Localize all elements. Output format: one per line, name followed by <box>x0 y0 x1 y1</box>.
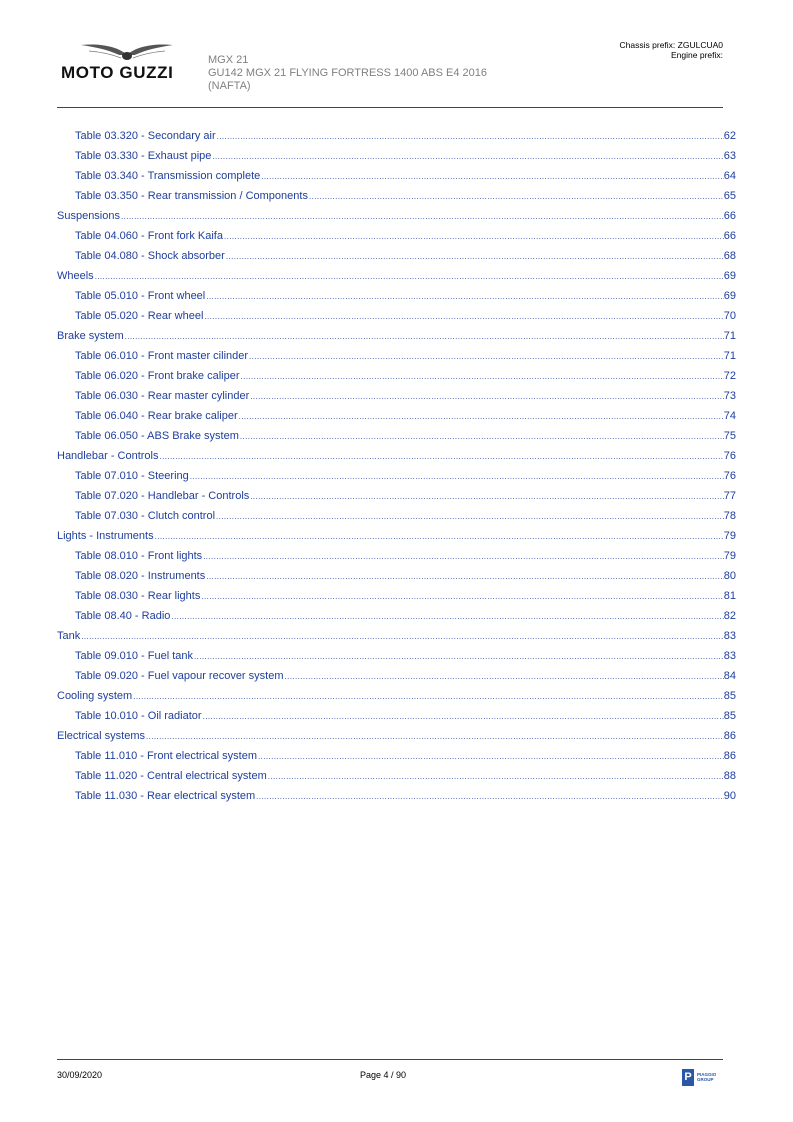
toc-entry-page: 90 <box>723 790 736 802</box>
toc-leader-dots <box>124 332 724 341</box>
toc-entry-section[interactable] <box>57 530 736 550</box>
toc-entry-page: 86 <box>723 730 736 742</box>
toc-leader-dots <box>189 472 724 481</box>
toc-entry-table[interactable] <box>57 670 736 690</box>
toc-entry-table[interactable] <box>57 310 736 330</box>
model-market: (NAFTA) <box>208 80 251 92</box>
toc-entry-label: Table 04.060 - Front fork Kaifa <box>75 230 223 242</box>
toc-leader-dots <box>267 772 724 781</box>
toc-entry-section[interactable] <box>57 730 736 750</box>
moto-guzzi-logo <box>61 41 193 83</box>
eagle-icon <box>79 41 175 63</box>
toc-entry-table[interactable] <box>57 190 736 210</box>
toc-leader-dots <box>94 272 724 281</box>
toc-entry-table[interactable] <box>57 370 736 390</box>
toc-entry-label: Table 05.010 - Front wheel <box>75 290 206 302</box>
toc-leader-dots <box>211 152 723 161</box>
toc-leader-dots <box>257 752 724 761</box>
toc-entry-page: 72 <box>723 370 736 382</box>
toc-entry-label: Table 05.020 - Rear wheel <box>75 310 204 322</box>
toc-entry-label: Table 03.330 - Exhaust pipe <box>75 150 212 162</box>
toc-leader-dots <box>202 552 724 561</box>
toc-entry-page: 74 <box>723 410 736 422</box>
prefix-info <box>620 40 723 60</box>
toc-entry-table[interactable] <box>57 650 736 670</box>
toc-entry-page: 79 <box>723 530 736 542</box>
footer-divider <box>57 1059 723 1060</box>
toc-leader-dots <box>239 372 723 381</box>
toc-entry-table[interactable] <box>57 570 736 590</box>
toc-entry-page: 76 <box>723 470 736 482</box>
page-number: Page 4 / 90 <box>360 1070 407 1080</box>
toc-entry-label: Table 09.020 - Fuel vapour recover system <box>75 670 284 682</box>
toc-entry-page: 65 <box>723 190 736 202</box>
toc-leader-dots <box>223 232 724 241</box>
toc-leader-dots <box>249 492 723 501</box>
toc-entry-table[interactable] <box>57 550 736 570</box>
toc-entry-page: 62 <box>723 130 736 142</box>
toc-entry-label: Table 11.030 - Rear electrical system <box>75 790 256 802</box>
toc-entry-page: 79 <box>723 550 736 562</box>
piaggio-mark: P <box>682 1069 694 1086</box>
toc-leader-dots <box>200 592 723 601</box>
toc-entry-section[interactable] <box>57 690 736 710</box>
toc-entry-page: 68 <box>723 250 736 262</box>
toc-leader-dots <box>145 732 724 741</box>
toc-leader-dots <box>215 512 724 521</box>
toc-entry-page: 75 <box>723 430 736 442</box>
toc-entry-label: Table 08.030 - Rear lights <box>75 590 201 602</box>
toc-entry-label: Table 08.40 - Radio <box>75 610 171 622</box>
toc-leader-dots <box>205 292 724 301</box>
piaggio-wordmark: PIAGGIO GROUP <box>697 1072 717 1082</box>
toc-entry-label: Suspensions <box>57 210 120 222</box>
toc-entry-section[interactable] <box>57 330 736 350</box>
toc-leader-dots <box>205 572 724 581</box>
toc-leader-dots <box>216 132 724 141</box>
toc-entry-page: 82 <box>723 610 736 622</box>
toc-entry-page: 71 <box>723 330 736 342</box>
toc-leader-dots <box>248 352 724 361</box>
chassis-prefix: Chassis prefix: ZGULCUA0 <box>619 40 723 50</box>
toc-leader-dots <box>132 692 724 701</box>
toc-entry-page: 69 <box>723 270 736 282</box>
toc-leader-dots <box>284 672 724 681</box>
toc-entry-table[interactable] <box>57 710 736 730</box>
toc-entry-table[interactable] <box>57 250 736 270</box>
toc-entry-page: 88 <box>723 770 736 782</box>
toc-entry-page: 76 <box>723 450 736 462</box>
toc-leader-dots <box>239 432 724 441</box>
toc-entry-section[interactable] <box>57 630 736 650</box>
toc-entry-table[interactable] <box>57 750 736 770</box>
toc-entry-page: 63 <box>723 150 736 162</box>
toc-entry-label: Table 03.340 - Transmission complete <box>75 170 261 182</box>
engine-prefix: Engine prefix: <box>671 50 723 60</box>
toc-leader-dots <box>225 252 724 261</box>
toc-entry-label: Table 06.050 - ABS Brake system <box>75 430 239 442</box>
toc-entry-label: Table 06.020 - Front brake caliper <box>75 370 240 382</box>
toc-leader-dots <box>260 172 723 181</box>
toc-entry-table[interactable] <box>57 430 736 450</box>
toc-entry-page: 78 <box>723 510 736 522</box>
toc-entry-page: 85 <box>723 690 736 702</box>
toc-entry-label: Lights - Instruments <box>57 530 154 542</box>
brand-name: MOTO GUZZI <box>61 63 174 82</box>
model-description: GU142 MGX 21 FLYING FORTRESS 1400 ABS E4 2016 <box>208 67 488 79</box>
toc-entry-label: Table 06.040 - Rear brake caliper <box>75 410 238 422</box>
toc-leader-dots <box>159 452 724 461</box>
toc-entry-table[interactable] <box>57 610 736 630</box>
toc-leader-dots <box>154 532 724 541</box>
toc-leader-dots <box>238 412 724 421</box>
toc-entry-page: 69 <box>723 290 736 302</box>
toc-entry-label: Table 11.020 - Central electrical system <box>75 770 267 782</box>
toc-entry-section[interactable] <box>57 210 736 230</box>
toc-entry-label: Table 06.010 - Front master cilinder <box>75 350 249 362</box>
toc-entry-table[interactable] <box>57 590 736 610</box>
model-name: MGX 21 <box>208 54 249 66</box>
toc-entry-label: Table 06.030 - Rear master cylinder <box>75 390 250 402</box>
piaggio-group-logo <box>682 1069 722 1087</box>
toc-entry-label: Wheels <box>57 270 94 282</box>
toc-entry-table[interactable] <box>57 150 736 170</box>
header-divider <box>57 107 723 108</box>
toc-entry-label: Table 08.010 - Front lights <box>75 550 203 562</box>
toc-entry-label: Handlebar - Controls <box>57 450 159 462</box>
toc-entry-page: 70 <box>723 310 736 322</box>
toc-leader-dots <box>193 652 724 661</box>
toc-entry-page: 77 <box>723 490 736 502</box>
toc-entry-table[interactable] <box>57 170 736 190</box>
toc-leader-dots <box>120 212 724 221</box>
toc-entry-label: Table 08.020 - Instruments <box>75 570 206 582</box>
toc-entry-label: Brake system <box>57 330 124 342</box>
toc-entry-page: 80 <box>723 570 736 582</box>
toc-leader-dots <box>170 612 723 621</box>
toc-entry-page: 73 <box>723 390 736 402</box>
toc-entry-label: Table 07.020 - Handlebar - Controls <box>75 490 250 502</box>
toc-entry-label: Table 10.010 - Oil radiator <box>75 710 202 722</box>
toc-entry-label: Cooling system <box>57 690 133 702</box>
toc-entry-page: 86 <box>723 750 736 762</box>
toc-entry-table[interactable] <box>57 770 736 790</box>
toc-entry-table[interactable] <box>57 790 736 810</box>
toc-entry-page: 71 <box>723 350 736 362</box>
toc-entry-label: Table 04.080 - Shock absorber <box>75 250 225 262</box>
toc-leader-dots <box>249 392 724 401</box>
toc-entry-label: Table 07.010 - Steering <box>75 470 189 482</box>
toc-entry-page: 84 <box>723 670 736 682</box>
toc-leader-dots <box>80 632 724 641</box>
toc-entry-section[interactable] <box>57 270 736 290</box>
footer-date: 30/09/2020 <box>57 1070 103 1080</box>
model-info <box>208 54 487 93</box>
toc-entry-table[interactable] <box>57 490 736 510</box>
toc-entry-page: 85 <box>723 710 736 722</box>
toc-entry-label: Table 03.350 - Rear transmission / Components <box>75 190 308 202</box>
toc-entry-page: 64 <box>723 170 736 182</box>
toc-entry-label: Table 03.320 - Secondary air <box>75 130 216 142</box>
toc-entry-table[interactable] <box>57 390 736 410</box>
toc-entry-section[interactable] <box>57 450 736 470</box>
toc-entry-table[interactable] <box>57 350 736 370</box>
page-header <box>57 36 723 108</box>
toc-entry-label: Table 09.010 - Fuel tank <box>75 650 194 662</box>
toc-entry-label: Table 11.010 - Front electrical system <box>75 750 257 762</box>
toc-entry-table[interactable] <box>57 410 736 430</box>
toc-entry-table[interactable] <box>57 290 736 310</box>
toc-leader-dots <box>255 792 724 801</box>
toc-entry-page: 66 <box>723 210 736 222</box>
toc-entry-label: Table 07.030 - Clutch control <box>75 510 216 522</box>
toc-leader-dots <box>203 312 723 321</box>
toc-entry-page: 66 <box>723 230 736 242</box>
table-of-contents <box>57 130 736 810</box>
toc-leader-dots <box>202 712 724 721</box>
toc-entry-table[interactable] <box>57 230 736 250</box>
toc-entry-table[interactable] <box>57 510 736 530</box>
toc-entry-table[interactable] <box>57 470 736 490</box>
toc-entry-label: Tank <box>57 630 81 642</box>
toc-entry-table[interactable] <box>57 130 736 150</box>
toc-entry-page: 83 <box>723 650 736 662</box>
toc-entry-page: 81 <box>723 590 736 602</box>
toc-entry-page: 83 <box>723 630 736 642</box>
toc-entry-label: Electrical systems <box>57 730 146 742</box>
toc-leader-dots <box>308 192 724 201</box>
